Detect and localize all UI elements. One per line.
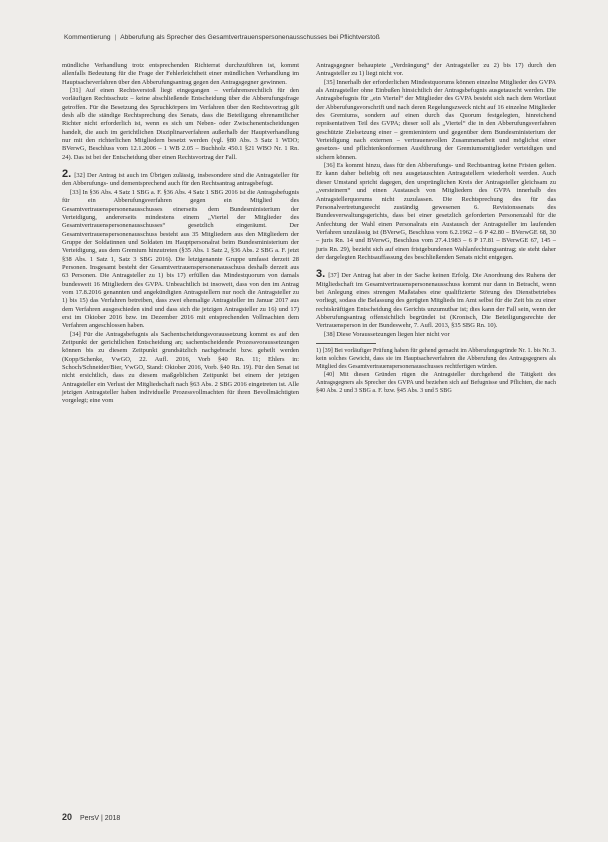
- paragraph: mündliche Verhandlung trotz entsprechenden Richterrat durchzuführen ist, kommt allenfalls Bedeutung für die Frage der Fehlerleichtheit einer mündlichen Verhandlung im Hauptsacheverfahren über den Abberufungsantrag gegen den Antragsgegner gewinnen.: [62, 62, 299, 86]
- running-header: [64, 34, 564, 41]
- paragraph-32: [32] Der Antrag ist auch im Übrigen zulässig, insbesondere sind die Antragsteller für den Abberufungs- und dementsprechend auch für den Rechtsantrag antragsbefugt.: [62, 172, 299, 188]
- right-column: [316, 62, 556, 395]
- paragraph: Antragsgegner behauptete „Verdrängung“ der Antragsteller zu 2) bis 17) durch den Antragsteller zu 1) liegt nicht vor.: [316, 62, 556, 78]
- paragraph-38: [38] Diese Voraussetzungen liegen hier nicht vor: [324, 330, 450, 338]
- spacer: [316, 262, 556, 270]
- paragraph-36: [36] Es kommt hinzu, dass für den Abberufungs- und Rechtsantrag keine Fristen gelten. Er kann daher beliebig oft neu ausgetauschten Antragstellern wiederholt werden. Auch dieser Umstand spricht dagegen, den ursprünglichen Kreis der Antragsteller gleichsam zu „versteinern“ und einen Austausch von Mitgliedern des GVPA innerhalb des Antragstellerquorums nicht zuzulassen. Die Rechtsprechung des für das Personalvertretungsrecht zuständig gewesenen 6. Revisionssenats des Bundesverwaltungsgerichts, dass bei einer gesetzlich geforderten Personenzahl für die Anfechtung der Wahl einen Personalrats ein Austausch der Antragsteller im laufenden Verfahren unzulässig ist (BVerwG, Beschluss vom 6.2.1962 – 6 P 42.80 – BVerwGE 68, 30 – juris Rn. 14 und BVerwG, Beschluss vom 27.4.1983 – 6 P 17.81 – BVerwGE 67, 145 – juris Rn. 29), bezieht sich auf einen fristgebundenen Wahlanfechtungsantrag; sie steht daher der dargelegten Rechtsauffassung des beschließenden Senats nicht entgegen.: [316, 162, 556, 261]
- divider: [316, 343, 376, 344]
- page-footer: [62, 812, 120, 822]
- paragraph-40: [40] Mit diesen Gründen rügen die Antragsteller durchgehend die Tätigkeit des Antragsgegners als Sprecher des GVPA und beziehen sich auf Befugnisse und Pflichten, die nach §40 Abs. 2 und 3 SBG a. F. bzw. §45 Abs. 3 und 5 SBG: [316, 371, 556, 394]
- page-number: 20: [62, 812, 73, 822]
- paragraph-37: [37] Der Antrag hat aber in der Sache keinen Erfolg. Die Anordnung des Ruhens der Mitgliedschaft im Gesamtvertrauenspersonenausschuss kommt nur dann in Betracht, wenn bei Anlegung eines strengen Maßstabes eine qualifizierte Störung des Dienstbetriebes vorliegt, sodass die Belassung des gerügten Mitglieds im Amt selbst für die Zeit bis zu einer rechtskräftigen Entscheidung des Gerichts unzumutbar ist; dies kann der Fall sein, wenn der Abberufungsantrag offensichtlich begründet ist (Kronisch, Die Beteiligungsrechte der Vertrauensperson in der Bundeswehr, 7. Aufl. 2013, §35 SBG Rn. 10).: [316, 272, 556, 330]
- header-separator: |: [114, 34, 117, 41]
- section-number-3: 3.: [316, 268, 326, 281]
- section-2-paragraph: [62, 170, 299, 189]
- left-column: [62, 62, 299, 406]
- section-3-paragraph: [316, 270, 556, 330]
- spacer: [62, 162, 299, 170]
- paragraph-35: [35] Innerhalb der erforderlichen Mindestquorums können einzelne Mitglieder des GVPA als Antragsteller ohne Einbußen hinsichtlich der Antragsbefugnis ausgetauscht werden. Die Antragsbefugnis für „ein Viertel“ der Mitglieder des GVPA besteht sich nach dem Wortlaut der Abberufungsvorschrift und nach deren Regelungszweck nicht auf 16 einzelne Mitglieder des Gremiums, sondern auf einen durch das Quorum festgelegten, hinreichend repräsentativen Teil des GVPA; dieser soll als „Viertel“ die in den Abberufungsverfahren geschützte Zielsetzung einer – gremienintern und gegenüber dem Bundesministerium der Verteidigung nach externen – vertrauensvollen Zusammenarbeit und möglichst einer gesetzes- und pflichtenkonformen Ausführung der Gremiumsmitglieder verteidigen und sichern können.: [316, 78, 556, 161]
- section-number-2: 2.: [62, 168, 72, 181]
- header-section-label: Kommentierung: [64, 34, 111, 41]
- header-title: Abberufung als Sprecher des Gesamtvertrauenspersonenausschusses bei Pflichtverstoß: [120, 34, 380, 41]
- paragraph-33: [33] In §36 Abs. 4 Satz 1 SBG a. F. §36 Abs. 4 Satz 1 SBG 2016 ist die Antragsbefugnis für ein Abberufungsverfahren gegen ein Mitglied des Gesamtvertrauenspersonenausschusses einerseits dem Bundesministerium der Verteidigung, andererseits mindestens einem „Viertel der Mitglieder des Gesamtvertrauenspersonenausschusses“ gesetzlich eingeräumt. Der Gesamtvertrauenspersonenausschuss besteht aus 35 Mitgliedern aus den Mitgliedern der Gruppe der Soldatinnen und Soldaten im Hauptpersonalrat beim Bundesministerium der Verteidigung, aus dem Gremium hinzutreten (§35 Abs. 1 Satz 2, §36 Abs. 2 SBG a. F. jetzt §38 Abs. 1 Satz 1, Satz 3 SBG 2016). Die letztgenannte Gruppe umfasst derzeit 28 Personen. Insgesamt besteht der Gesamtvertrauenspersonenausschuss deshalb derzeit aus 63 Personen. Die Antragsteller zu 1) bis 17) erfüllen das Mindestquorum von damals bundesweit 16 Mitgliedern des GVPA. Unbeachtlich ist insoweit, dass von den im Antrag vom 17.8.2016 genannten und angekündigten Antragstellern nur noch die Antragsteller zu 1) bis 15) das Verfahren betreiben, dass zwei ehemalige Antragsteller im Januar 2017 aus dem Verfahren ausgeschieden sind und dass sich die jetzigen Antragsteller zu 16) und 17) erst im Oktober 2016 bzw. im Dezember 2016 mit entsprechenden Vollmachten dem Verfahren angeschlossen haben.: [62, 188, 299, 330]
- paragraph-39: 1) [39] Bei vorläufiger Prüfung haben für gehend gemacht im Abberufungsgründe Nr. 1. bis Nr. 3. kein solches Gewicht, dass sie im Hauptsacheverfahren die Abberufung des Antragsgegners als Mitglied des Gesamtvertrauenspersonenausschusses rechtfertigen würden.: [316, 348, 556, 370]
- paragraph-34: [34] Für die Antragsbefugnis als Sachentscheidungsvoraussetzung kommt es auf den Zeitpunkt der gerichtlichen Entscheidung an; sachentscheidende Prozessvoraussetzungen können bis zu diesem Zeitpunkt grundsätzlich nachgebracht bzw. geheilt werden (Kopp/Schenke, VwGO, 22. Aufl. 2016, Vorb §40 Rn. 11; Ehlers in: Schoch/Schneider/Bier, VwGO, Stand: Oktober 2016, Vorb. §40 Rn. 19). Für den Senat ist nicht ersichtlich, dass zu diesem maßgeblichen Zeitpunkt bei einem der jetzigen Antragsteller ein Verlust der Mitgliedschaft nach §63 Abs. 2 SBG 2016 eingetreten ist. Alle jetzigen Antragsteller haben individuelle Prozessvollmachten für ihren Bevollmächtigten vorgelegt; eine vom: [62, 330, 299, 405]
- paragraph-31: [31] Auf einen Rechtsverstoß liegt eingegangen – verfahrensrechtlich für den vorläufigen Rechtsschutz – keine abschließende Entscheidung über die Abberufungsfrage getroffen. Für die Besetzung des Spruchkörpers im Verfahren über den Rechtsvortrag gilt desh alb die ständige Rechtsprechung des Senats, dass die Beteiligung ehrenamtlicher Richter nicht erforderlich ist, wenn es sich um Neben- oder Zwischenentscheidungen handelt, die auch im gerichtlichen Disziplinarverfahren außerhalb der Hauptverhandlung nur mit den richterlichen Mitgliedern besetzt werden (vgl. §80 Abs. 3 Satz 1 WDO; BVerwG, Beschluss vom 12.1.2006 – 1 WB 2.05 – Buchholz 450.1 §21 WBO Nr. 1 Rn. 24). Das ist bei der Entscheidung über einen Rechtsvortrag der Fall.: [62, 87, 299, 161]
- journal-label: PersV | 2018: [79, 815, 121, 822]
